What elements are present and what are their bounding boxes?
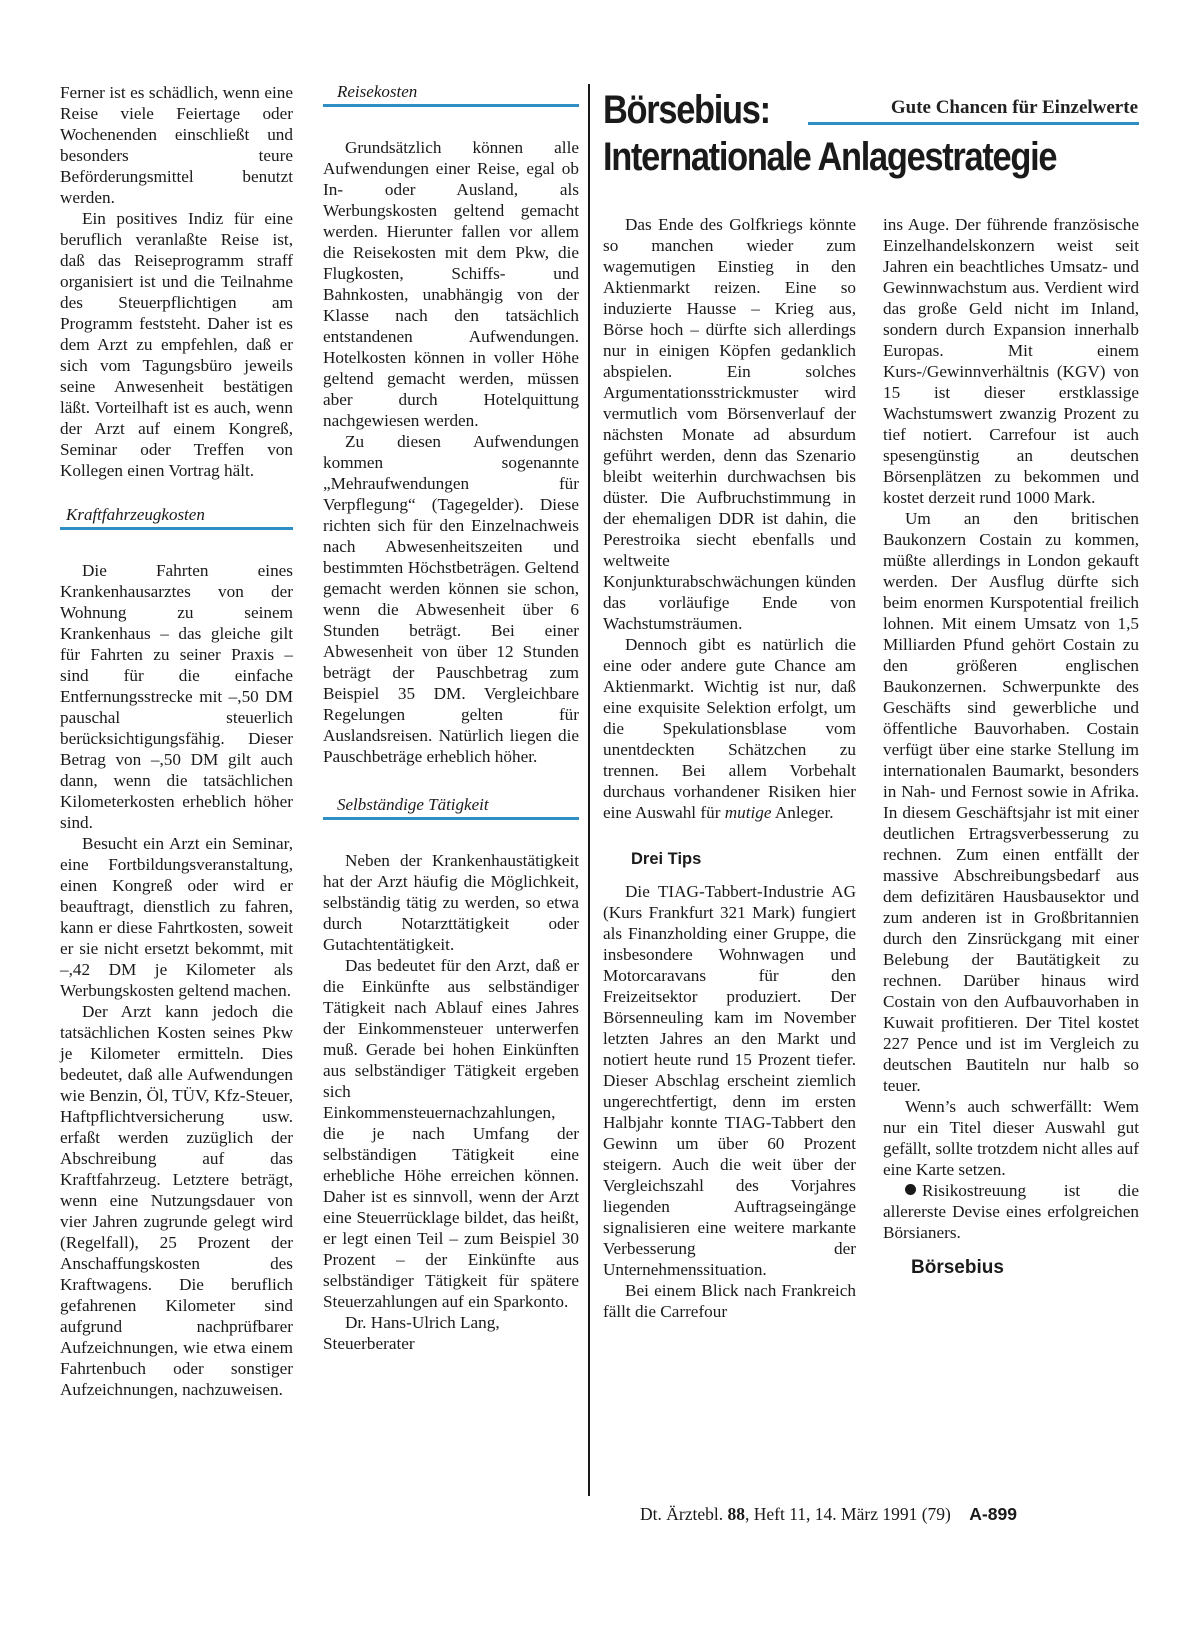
paragraph (883, 1180, 1139, 1243)
paragraph: Grundsätzlich können alle Aufwendungen einer Reise, egal ob In- oder Ausland, als Werbungskosten geltend gemacht werden. Hierunter fallen vor allem die Reisekosten mit dem Pkw, die Flugkosten, Schiffs- und Bahnkosten, unabhängig von der Klasse nach den tatsächlich entstandenen Aufwendungen. Hotelkosten können in voller Höhe geltend gemacht werden, müssen aber durch Hotelquittung nachgewiesen werden. (323, 138, 579, 430)
article-subtitle: Internationale Anlagestrategie (603, 135, 1057, 179)
section-heading-kraftfahrzeugkosten: Kraftfahrzeugkosten (60, 505, 293, 530)
paragraph: Die Fahrten eines Krankenhausarztes von der Wohnung zu seinem Krankenhaus – das gleiche gilt für Fahrten zu seiner Praxis – sind für die einfache Entfernungsstrecke mit –,50 DM pauschal steuerlich berücksichtigungsfähig. Dieser Betrag von –,50 DM gilt auch dann, wenn die tatsächlichen Kilometerkosten erheblich höher sind. (60, 561, 293, 832)
text-span: Anleger. (771, 803, 834, 822)
paragraph: ins Auge. Der führende französische Einzelhandelskonzern weist seit Jahren ein beachtliches Umsatz- und Gewinnwachstum aus. Verdient wird das große Geld nicht im Inland, sondern durch Expansion innerhalb Europas. Mit einem Kurs-/Gewinnverhältnis (KGV) von 15 ist dieser erstklassige Wachstumswert zwanzig Prozent zu tief notiert. Carrefour ist auch spesengünstig an deutschen Börsenplätzen zu bekommen und kostet derzeit rund 1000 Mark. (883, 215, 1139, 507)
paragraph: Der Arzt kann jedoch die tatsächlichen Kosten seines Pkw je Kilometer ermitteln. Dies bedeutet, daß alle Aufwendungen wie Benzin, Öl, TÜV, Kfz-Steuer, Haftpflichtversicherung usw. erfaßt werden zuzüglich der Abschreibung auf das Kraftfahrzeug. Letztere beträgt, wenn eine Nutzungsdauer von vier Jahren zugrunde gelegt wird (Regelfall), 25 Prozent der Anschaffungskosten des Kraftwagens. Die beruflich gefahrenen Kilometer sind aufgrund nachprüfbarer Aufzeichnungen, wie etwa einem Fahrtenbuch oder sonstiger Aufzeichnungen, nachzuweisen. (60, 1002, 293, 1399)
text-span: Dennoch gibt es natürlich die eine oder andere gute Chance am Aktienmarkt. Wichtig ist nur, daß eine exquisite Selektion erfolgt, um die Spekulationsblase vom unentdeckten Schätzchen zu trennen. Bei allem Vorbehalt durchaus vorhandener Risiken hier eine Auswahl für (603, 635, 856, 822)
paragraph: Die TIAG-Tabbert-Industrie AG (Kurs Frankfurt 321 Mark) fungiert als Finanzholding einer Gruppe, die insbesondere Wohnwagen und Motorcaravans für den Freizeitsektor produziert. Der Börsenneuling kam im November letzten Jahres an den Markt und notiert heute rund 15 Prozent tiefer. Dieser Abschlag erscheint ziemlich ungerechtfertigt, denn im ersten Halbjahr konnte TIAG-Tabbert den Gewinn um über 60 Prozent steigern. Auch die weit über der Vergleichszahl des Vorjahres liegenden Auftragseingänge signalisieren eine weitere markante Verbesserung der Unternehmenssituation. (603, 882, 856, 1279)
article-tagline: Gute Chancen für Einzelwerte (890, 97, 1138, 118)
paragraph: Besucht ein Arzt ein Seminar, eine Fortbildungsveranstaltung, einen Kongreß oder wird er beauftragt, dienstlich zu fahren, kann er diese Fahrtkosten, soweit er sie nicht ersetzt bekommt, mit –,42 DM je Kilometer als Werbungskosten geltend machen. (60, 834, 293, 1000)
paragraph: Wenn’s auch schwerfällt: Wem nur ein Titel dieser Auswahl gut gefällt, sollte trotzdem nicht alles auf eine Karte setzen. (883, 1097, 1139, 1179)
text-span: Risikostreuung ist die allererste Devise eines erfolgreichen Börsianers. (883, 1181, 1139, 1242)
subheading-drei-tips: Drei Tips (631, 850, 702, 868)
author-name: Dr. Hans-Ulrich Lang, (345, 1313, 500, 1332)
page-number: A-899 (969, 1504, 1017, 1524)
tagline-rule (808, 122, 1139, 125)
paragraph: Das Ende des Golfkriegs könnte so manchen wieder zum wagemutigen Einstieg in den Aktienmarkt reizen. Eine so induzierte Hausse – Krieg aus, Börse hoch – dürfte sich allerdings nur in einigen Köpfen gedanklich abspielen. Ein solches Argumentationsstrickmuster wird vermutlich vom Börsenverlauf der nächsten Monate ad absurdum geführt werden, denn das Szenario bleibt weiterhin durchwachsen bis düster. Die Aufbruchstimmung in der ehemaligen DDR ist dahin, die Perestroika siecht ebenfalls und weltweite Konjunkturabschwächungen künden das vorläufige Ende von Wachstumsträumen. (603, 215, 856, 633)
column-4 (883, 214, 1139, 1278)
paragraph (603, 634, 856, 823)
paragraph: Ein positives Indiz für eine beruflich veranlaßte Reise ist, daß das Reiseprogramm straff organisiert ist und die Teilnahme des Steuerpflichtigen am Programm feststeht. Daher ist es dem Arzt zu empfehlen, daß er sich vom Tagungsbüro jeweils seine Anwesenheit bestätigen läßt. Vorteilhaft ist es auch, wenn der Arzt auf einem Kongreß, Seminar oder Treffen von Kollegen einen Vortrag hält. (60, 209, 293, 480)
section-heading-selbstaendige-taetigkeit: Selbständige Tätigkeit (323, 795, 579, 820)
paragraph: Ferner ist es schädlich, wenn eine Reise viele Feiertage oder Wochenenden einschließt und besonders teure Beförderungsmittel benutzt werden. (60, 83, 293, 207)
column-2 (323, 82, 579, 1354)
section-heading-reisekosten: Reisekosten (323, 82, 579, 107)
issue-info: , Heft 11, 14. März 1991 (79) (744, 1504, 951, 1524)
paragraph: Um an den britischen Baukonzern Costain zu kommen, müßte allerdings in London gekauft werden. Der Ausflug dürfte sich beim enormen Kurspotential freilich lohnen. Mit einem Umsatz von 1,5 Milliarden Pfund gehört Costain zu den größeren englischen Baukonzernen. Schwerpunkte des Geschäfts sind gewerbliche und öffentliche Bauvorhaben. Costain verfügt über eine starke Stellung im internationalen Baumarkt, besonders in Nah- und Fernost sowie in Afrika. In diesem Geschäftsjahr ist mit einer deutlichen Ertragsverbesserung zu rechnen. Zum einen entfällt der massive Abschreibungsbedarf aus dem defizitären Hausbausektor und zum anderen ist in Großbritannien durch den Zinsrückgang mit einer Belebung der Bautätigkeit zu rechnen. Darüber hinaus wird Costain von den Aufbauvorhaben in Kuwait profitieren. Der Titel kostet 227 Pence und ist im Vergleich zu deutschen Bautiteln nur halb so teuer. (883, 509, 1139, 1095)
paragraph: Das bedeutet für den Arzt, daß er die Einkünfte aus selbständiger Tätigkeit nach Ablauf eines Jahres der Einkommensteuer unterwerfen muß. Gerade bei hohen Einkünften aus selbständiger Tätigkeit ergeben sich Einkommensteuernachzahlungen, die je nach Umfang der selbständigen Tätigkeit eine erhebliche Höhe erreichen können. Daher ist es sinnvoll, wenn der Arzt eine Steuerrücklage bildet, das heißt, er legt einen Teil – zum Beispiel 30 Prozent – der Einkünfte aus selbständiger Tätigkeit für spätere Steuerzahlungen auf ein Sparkonto. (323, 956, 579, 1311)
journal-volume: 88 (727, 1504, 745, 1524)
journal-name: Dt. Ärztebl. (640, 1504, 724, 1524)
bullet-icon (905, 1184, 916, 1195)
column-3 (603, 214, 856, 1322)
column-1 (60, 82, 293, 1400)
paragraph: Neben der Krankenhaustätigkeit hat der Arzt häufig die Möglichkeit, selbständig tätig zu werden, so etwa durch Notarzttätigkeit oder Gutachtentätigkeit. (323, 851, 579, 954)
article-title: Börsebius: (603, 88, 770, 132)
page-footer (640, 1502, 1017, 1526)
paragraph: Bei einem Blick nach Frankreich fällt die Carrefour (603, 1281, 856, 1321)
emphasis-text: mutige (724, 803, 772, 822)
column-divider (588, 84, 590, 1496)
article-signature: Börsebius (911, 1257, 1004, 1278)
paragraph: Zu diesen Aufwendungen kommen sogenannte „Mehraufwendungen für Verpflegung“ (Tagegelder). Diese richten sich für den Einzelnachweis nach Abwesenheitszeiten und bestimmten Höchstbeträgen. Geltend gemacht werden können sie schon, wenn die Abwesenheit über 6 Stunden beträgt. Bei einer Abwesenheit von über 12 Stunden beträgt der Pauschbetrag zum Beispiel 35 DM. Vergleichbare Regelungen gelten für Auslandsreisen. Natürlich liegen die Pauschbeträge erheblich höher. (323, 432, 579, 766)
author-role: Steuerberater (323, 1334, 415, 1353)
